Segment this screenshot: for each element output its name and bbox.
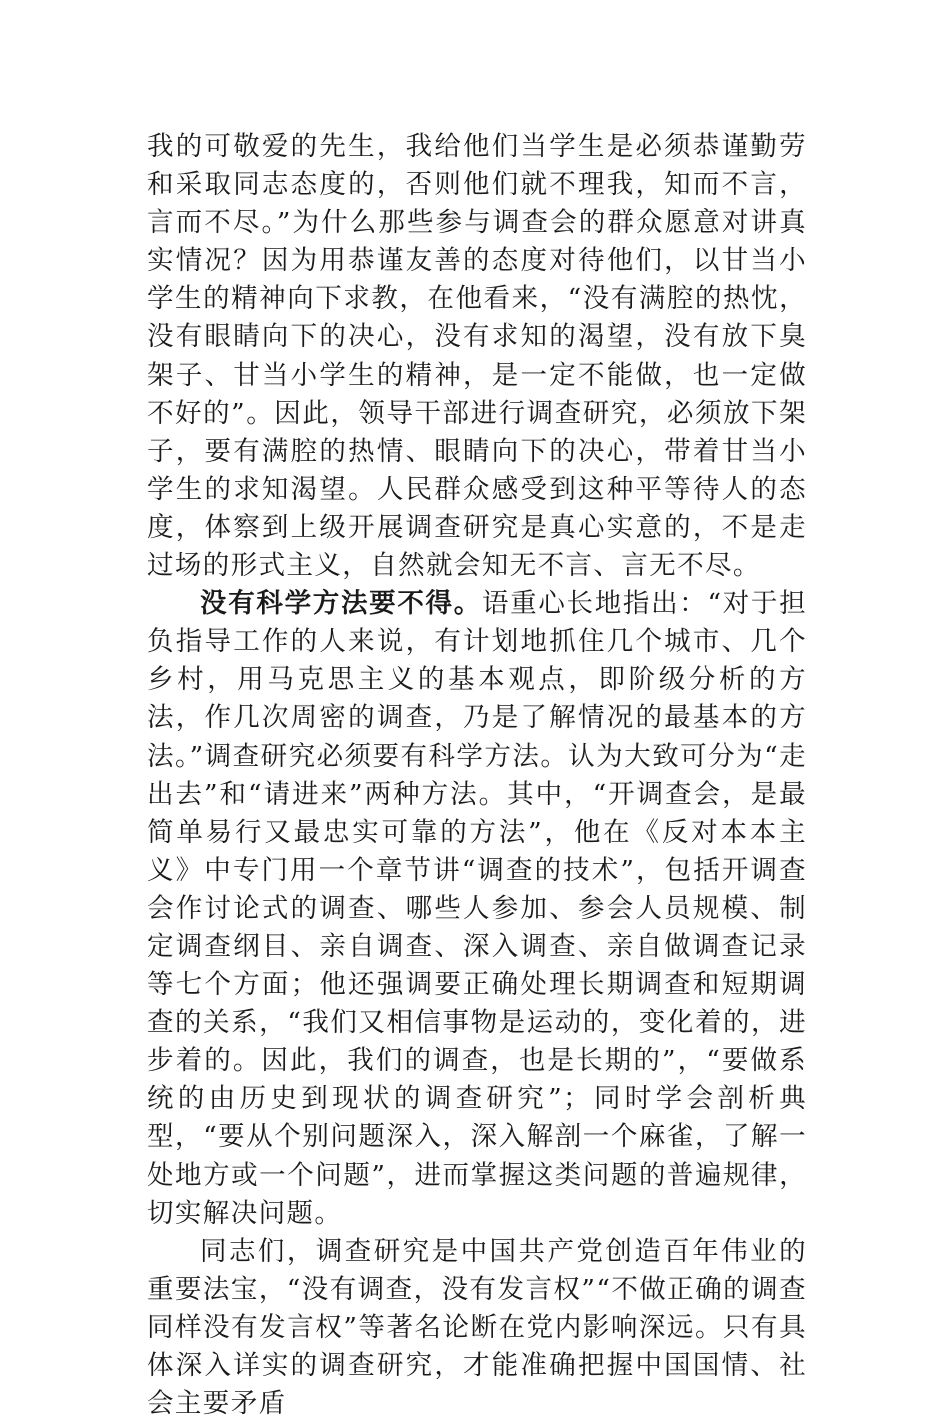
paragraph-2 bbox=[147, 585, 807, 1233]
paragraph-1-text: 我的可敬爱的先生，我给他们当学生是必须恭谨勤劳和采取同志态度的，否则他们就不理我，知而不言，言而不尽。”为什么那些参与调查会的群众愿意对讲真实情况？因为用恭谨友善的态度对待他们，以甘当小学生的精神向下求教，在他看来，“没有满腔的热忱，没有眼睛向下的决心，没有求知的渴望，没有放下臭架子、甘当小学生的精神，是一定不能做，也一定做不好的”。因此，领导干部进行调查研究，必须放下架子，要有满腔的热情、眼睛向下的决心，带着甘当小学生的求知渴望。人民群众感受到这种平等待人的态度，体察到上级开展调查研究是真心实意的，不是走过场的形式主义，自然就会知无不言、言无不尽。 bbox=[147, 131, 807, 582]
body-text bbox=[147, 128, 807, 1423]
paragraph-3-text: 同志们，调查研究是中国共产党创造百年伟业的重要法宝，“没有调查，没有发言权”“不做正确的调查同样没有发言权”等著名论断在党内影响深远。只有具体深入详实的调查研究，才能准确把握中国国情、社会主要矛盾 bbox=[147, 1235, 807, 1420]
paragraph-2-text: 语重心长地指出：“对于担负指导工作的人来说，有计划地抓住几个城市、几个乡村，用马克思主义的基本观点，即阶级分析的方法，作几次周密的调查，乃是了解情况的最基本的方法。”调查研究必须要有科学方法。认为大致可分为“走出去”和“请进来”两种方法。其中，“开调查会，是最简单易行又最忠实可靠的方法”，他在《反对本本主义》中专门用一个章节讲“调查的技术”，包括开调查会作讨论式的调查、哪些人参加、参会人员规模、制定调查纲目、亲自调查、深入调查、亲自做调查记录等七个方面；他还强调要正确处理长期调查和短期调查的关系，“我们又相信事物是运动的，变化着的，进步着的。因此，我们的调查，也是长期的”，“要做系统的由历史到现状的调查研究”；同时学会剖析典型，“要从个别问题深入，深入解剖一个麻雀，了解一处地方或一个问题”，进而掌握这类问题的普遍规律，切实解决问题。 bbox=[147, 588, 808, 1229]
paragraph-1 bbox=[147, 128, 807, 585]
paragraph-3 bbox=[147, 1233, 807, 1423]
paragraph-2-heading: 没有科学方法要不得。 bbox=[200, 588, 482, 620]
